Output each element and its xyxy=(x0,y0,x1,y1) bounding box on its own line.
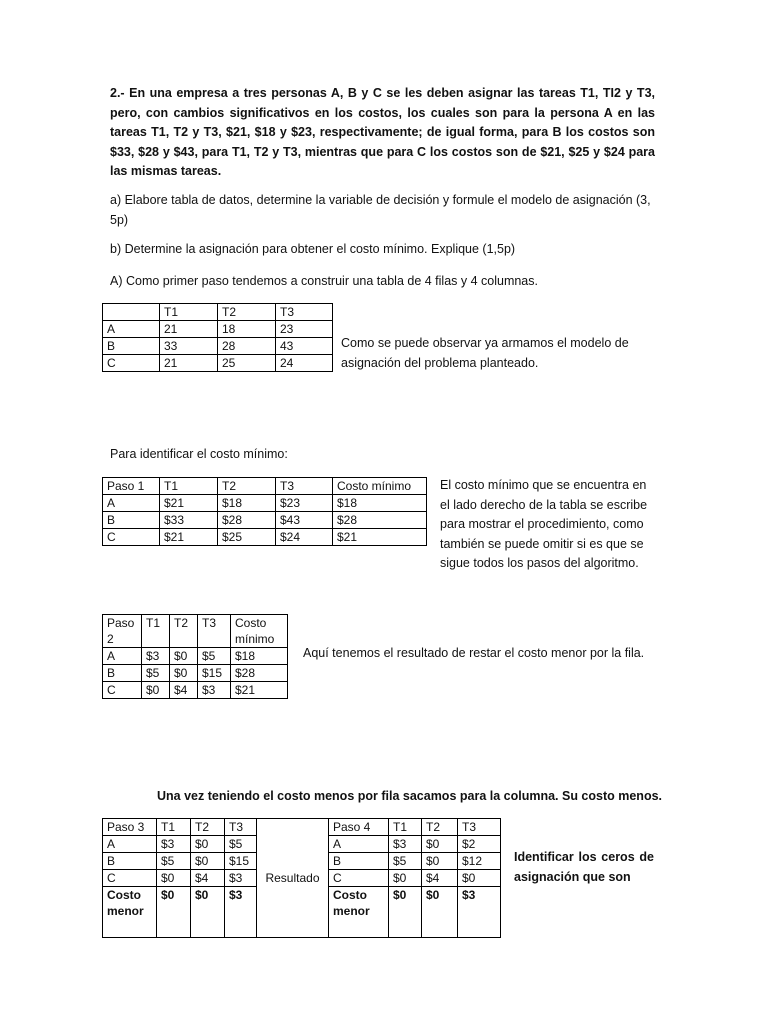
question-a: a) Elabore tabla de datos, determine la variable de decisión y formule el modelo de asignación (3, 5p) xyxy=(110,193,651,227)
table-cell: $23 xyxy=(276,495,333,512)
table-cell: C xyxy=(103,355,160,372)
table-cell: 25 xyxy=(218,355,276,372)
table-row xyxy=(103,665,288,682)
table-cell: $4 xyxy=(422,870,458,887)
table-cell: $3 xyxy=(142,648,170,665)
note-model: Como se puede observar ya armamos el modelo de asignación del problema planteado. xyxy=(341,336,629,370)
table-cell: $0 xyxy=(191,887,225,938)
table-header-row xyxy=(103,478,427,495)
table-cell: $5 xyxy=(198,648,231,665)
table-cell: B xyxy=(329,853,389,870)
table-cell: $21 xyxy=(333,529,427,546)
table-cell: T2 xyxy=(422,819,458,836)
table-cell: $0 xyxy=(191,853,225,870)
table-cell: C xyxy=(103,682,142,699)
table-header-row xyxy=(103,819,501,836)
min-cost-title: Para identificar el costo mínimo: xyxy=(110,447,288,461)
table-cell: 43 xyxy=(276,338,333,355)
table-cell: 18 xyxy=(218,321,276,338)
result-label: Resultado xyxy=(257,819,329,938)
table-cell: $18 xyxy=(218,495,276,512)
table-cell: T2 xyxy=(218,304,276,321)
table-cell: $21 xyxy=(160,495,218,512)
table-cell: $0 xyxy=(422,887,458,938)
table-cell: 21 xyxy=(160,321,218,338)
table-cell: $4 xyxy=(191,870,225,887)
table-cell: Costo mínimo xyxy=(231,615,288,648)
table-cell: T3 xyxy=(458,819,501,836)
table-cell: $0 xyxy=(157,887,191,938)
table-cell: $28 xyxy=(333,512,427,529)
table-cell: $0 xyxy=(389,887,422,938)
step2-table xyxy=(102,614,288,699)
table-cell: Paso 4 xyxy=(329,819,389,836)
table-cell: T3 xyxy=(276,478,333,495)
table-cell: $0 xyxy=(170,648,198,665)
question-b: b) Determine la asignación para obtener el costo mínimo. Explique (1,5p) xyxy=(110,242,516,256)
table-cell: Costo menor xyxy=(103,887,157,938)
table-row xyxy=(103,355,333,372)
table-cell: T1 xyxy=(160,304,218,321)
table-row xyxy=(103,321,333,338)
table-cell: $3 xyxy=(389,836,422,853)
table-row xyxy=(103,495,427,512)
note-zeros: Identificar los ceros de asignación que son xyxy=(514,850,654,884)
table-cell: Costo menor xyxy=(329,887,389,938)
table-cell: B xyxy=(103,665,142,682)
table-cell: Paso 1 xyxy=(103,478,160,495)
table-cell: Paso 3 xyxy=(103,819,157,836)
table-cell: $3 xyxy=(225,870,257,887)
table-cell xyxy=(103,304,160,321)
table-cell: $0 xyxy=(170,665,198,682)
answer-intro: A) Como primer paso tendemos a construir una tabla de 4 filas y 4 columnas. xyxy=(110,274,538,288)
table-cell: T3 xyxy=(225,819,257,836)
table-header-row xyxy=(103,615,288,648)
table-cell: B xyxy=(103,512,160,529)
table-cell: B xyxy=(103,338,160,355)
table-cell: $0 xyxy=(422,836,458,853)
table-cell: A xyxy=(329,836,389,853)
table-cell: A xyxy=(103,836,157,853)
table-cell: $5 xyxy=(142,665,170,682)
table-cell: $0 xyxy=(389,870,422,887)
table-cell: $4 xyxy=(170,682,198,699)
table-cell: C xyxy=(103,870,157,887)
table-cell: 23 xyxy=(276,321,333,338)
table-row xyxy=(103,529,427,546)
table-cell: C xyxy=(103,529,160,546)
table-cell: $18 xyxy=(231,648,288,665)
table-cell: $5 xyxy=(157,853,191,870)
table-cell: $0 xyxy=(157,870,191,887)
table-cell: $3 xyxy=(458,887,501,938)
table-cell: T3 xyxy=(276,304,333,321)
table-cell: 33 xyxy=(160,338,218,355)
table-cell: 21 xyxy=(160,355,218,372)
table-cell: $12 xyxy=(458,853,501,870)
table-cell: $43 xyxy=(276,512,333,529)
table-header-row xyxy=(103,304,333,321)
table-cell: 24 xyxy=(276,355,333,372)
table-cell: $18 xyxy=(333,495,427,512)
table-row xyxy=(103,648,288,665)
table-cell: $33 xyxy=(160,512,218,529)
table-cell: T1 xyxy=(160,478,218,495)
table-cell: A xyxy=(103,495,160,512)
table-cell: $0 xyxy=(458,870,501,887)
table-cell: $5 xyxy=(225,836,257,853)
data-table xyxy=(102,303,333,372)
table-cell: $15 xyxy=(225,853,257,870)
table-cell: $24 xyxy=(276,529,333,546)
table-row xyxy=(103,338,333,355)
table-cell: T1 xyxy=(389,819,422,836)
table-cell: T3 xyxy=(198,615,231,648)
table-row xyxy=(103,682,288,699)
table-cell: $0 xyxy=(142,682,170,699)
table-cell: $28 xyxy=(218,512,276,529)
table-cell: $3 xyxy=(157,836,191,853)
table-cell: $21 xyxy=(160,529,218,546)
table-cell: $15 xyxy=(198,665,231,682)
table-cell: T1 xyxy=(157,819,191,836)
table-cell: T2 xyxy=(170,615,198,648)
table-cell: $21 xyxy=(231,682,288,699)
table-cell: Costo mínimo xyxy=(333,478,427,495)
table-cell: T2 xyxy=(218,478,276,495)
column-step-title: Una vez teniendo el costo menos por fila sacamos para la columna. Su costo menos. xyxy=(157,789,662,803)
table-cell: Paso 2 xyxy=(103,615,142,648)
table-cell: A xyxy=(103,648,142,665)
table-cell: $28 xyxy=(231,665,288,682)
step1-table xyxy=(102,477,427,546)
table-cell: C xyxy=(329,870,389,887)
table-cell: $25 xyxy=(218,529,276,546)
note-row-subtraction: Aquí tenemos el resultado de restar el costo menor por la fila. xyxy=(303,646,645,660)
table-cell: 28 xyxy=(218,338,276,355)
table-row xyxy=(103,512,427,529)
table-cell: $3 xyxy=(198,682,231,699)
table-cell: $0 xyxy=(191,836,225,853)
table-cell: $2 xyxy=(458,836,501,853)
table-cell: T2 xyxy=(191,819,225,836)
problem-statement: 2.- En una empresa a tres personas A, B y C se les deben asignar las tareas T1, TI2 y T3, pero, con cambios significativos en los costos, los cuales son para la persona A en las tareas T1, T2 y T3, $21, $18 y $23, respectivamente; de igual forma, para B los costos son $33, $28 y $43, para T1, T2 y T3, mientras que para C los costos son de $21, $25 y $24 para las mismas tareas. xyxy=(110,86,655,178)
table-cell: $3 xyxy=(225,887,257,938)
note-min-cost: El costo mínimo que se encuentra en el lado derecho de la tabla se escribe para mostrar el procedimiento, como también se puede omitir si es que se sigue todos los pasos del algoritmo. xyxy=(440,478,648,570)
table-cell: $5 xyxy=(389,853,422,870)
table-cell: T1 xyxy=(142,615,170,648)
table-cell: A xyxy=(103,321,160,338)
table-cell: B xyxy=(103,853,157,870)
step3-step4-table xyxy=(102,818,501,938)
table-cell: $0 xyxy=(422,853,458,870)
